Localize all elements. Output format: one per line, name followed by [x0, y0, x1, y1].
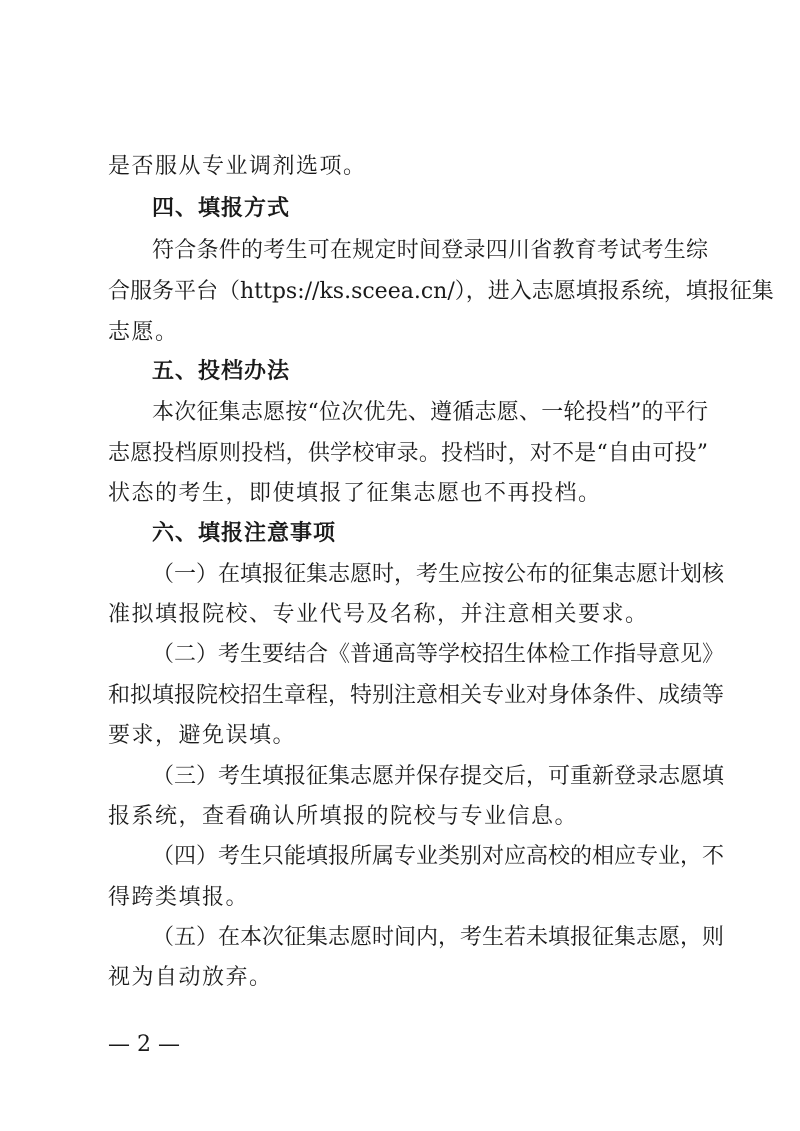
- paragraph-line: （二）考生要结合《普通高等学校招生体检工作指导意见》: [152, 642, 725, 667]
- paragraph-line: （四）考生只能填报所属专业类别对应高校的相应专业，不: [152, 844, 725, 869]
- section-heading-notes: 六、填报注意事项: [152, 521, 337, 546]
- page-number: — 2 —: [108, 1032, 180, 1057]
- paragraph-line: 视为自动放弃。: [108, 965, 273, 990]
- paragraph-line: 是否服从专业调剂选项。: [108, 154, 367, 179]
- paragraph-line: 报系统，查看确认所填报的院校与专业信息。: [108, 804, 579, 829]
- paragraph-line: 要求，避免误填。: [108, 723, 297, 748]
- paragraph-line: 志愿投档原则投档，供学校审录。投档时，对不是“自由可投”: [108, 441, 708, 466]
- paragraph-line: 状态的考生，即使填报了征集志愿也不再投档。: [108, 481, 602, 506]
- section-heading-filling-method: 四、填报方式: [152, 196, 291, 221]
- paragraph-line: 本次征集志愿按“位次优先、遵循志愿、一轮投档”的平行: [152, 400, 708, 425]
- paragraph-line: （三）考生填报征集志愿并保存提交后，可重新登录志愿填: [152, 764, 725, 789]
- section-heading-admission-method: 五、投档办法: [152, 359, 291, 384]
- paragraph-line: 准拟填报院校、专业代号及名称，并注意相关要求。: [108, 602, 649, 627]
- paragraph-line: 志愿。: [108, 320, 179, 345]
- paragraph-line: 和拟填报院校招生章程，特别注意相关专业对身体条件、成绩等: [108, 683, 725, 708]
- paragraph-line: 符合条件的考生可在规定时间登录四川省教育考试考生综: [152, 238, 708, 263]
- paragraph-line: 得跨类填报。: [108, 885, 250, 910]
- paragraph-line: （五）在本次征集志愿时间内，考生若未填报征集志愿，则: [152, 925, 725, 950]
- paragraph-line: 合服务平台（https://ks.sceea.cn/），进入志愿填报系统，填报征集: [108, 279, 774, 304]
- paragraph-line: （一）在填报征集志愿时，考生应按公布的征集志愿计划核: [152, 562, 725, 587]
